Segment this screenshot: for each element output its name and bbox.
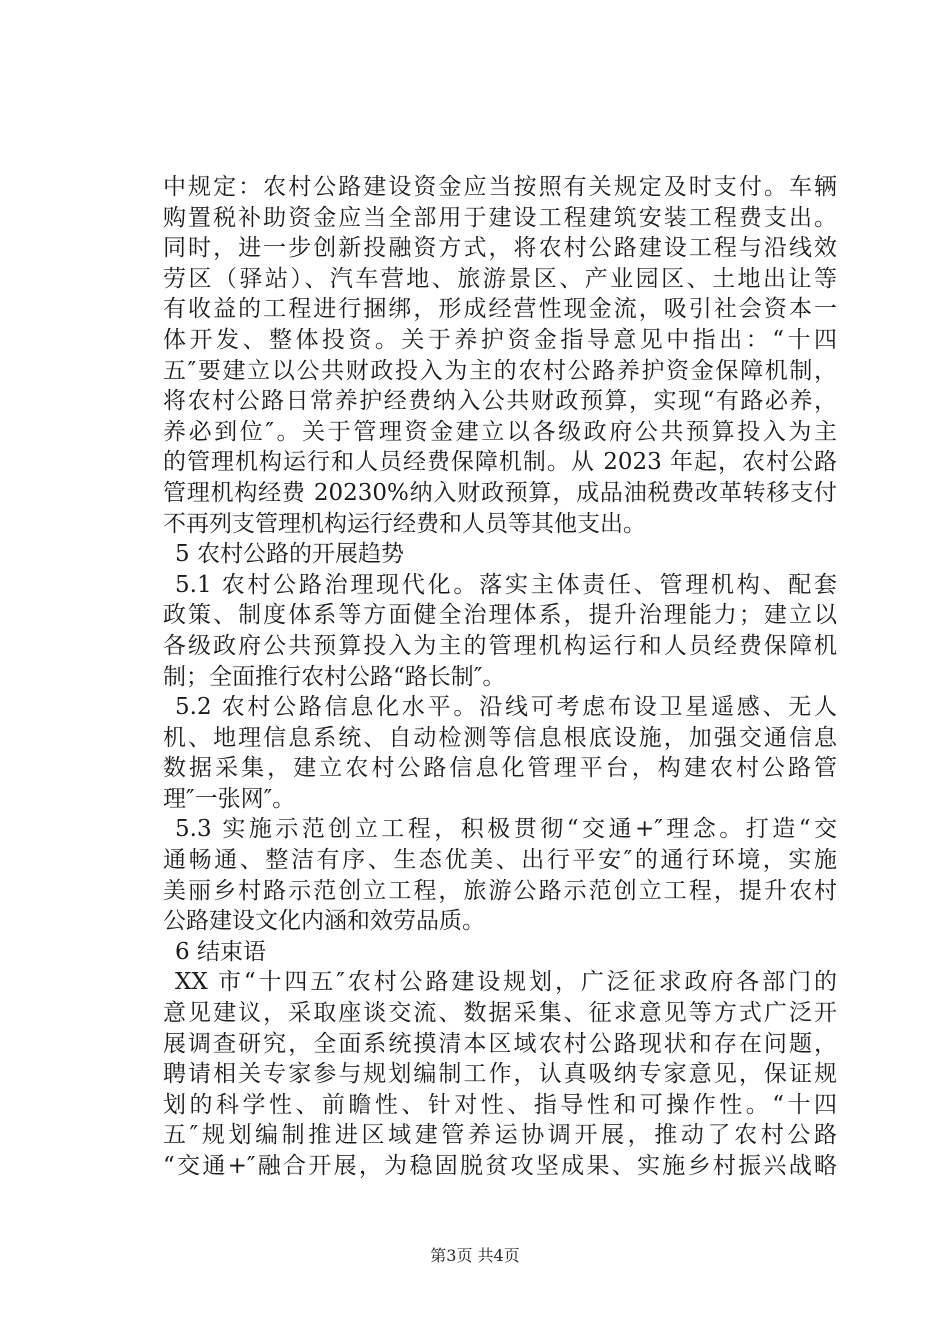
text-line: 公路建设文化内涵和效劳品质。 <box>163 908 485 935</box>
page-footer: 第3页 共4页 <box>430 1246 520 1265</box>
text-line: 五″规划编制推进区域建管养运协调开展，推动了农村公路 <box>163 1122 837 1149</box>
text-line: 同时，进一步创新投融资方式，将农村公路建设工程与沿线效 <box>163 235 837 262</box>
text-line: 各级政府公共预算投入为主的管理机构运行和人员经费保障机 <box>163 632 837 659</box>
text-line: 制；全面推行农村公路“路长制″。 <box>163 663 506 690</box>
text-line: 管理机构经费 20230%纳入财政预算，成品油税费改革转移支付 <box>163 479 837 506</box>
text-line: 五″要建立以公共财政投入为主的农村公路养护资金保障机制， <box>163 357 837 384</box>
text-line: 美丽乡村路示范创立工程，旅游公路示范创立工程，提升农村 <box>163 877 837 904</box>
text-line: 机、地理信息系统、自动检测等信息根底设施，加强交通信息 <box>163 724 837 751</box>
document-body <box>163 172 837 1182</box>
text-line: 劳区（驿站）、汽车营地、旅游景区、产业园区、土地出让等 <box>163 265 837 292</box>
text-line: “交通+″融合开展，为稳固脱贫攻坚成果、实施乡村振兴战略 <box>163 1153 837 1179</box>
text-line: 中规定：农村公路建设资金应当按照有关规定及时支付。车辆 <box>163 174 837 200</box>
text-line: 理″一张网″。 <box>163 785 296 812</box>
text-line: 政策、制度体系等方面健全治理体系，提升治理能力；建立以 <box>163 602 837 629</box>
text-line: 5 农村公路的开展趋势 <box>175 541 404 568</box>
text-line: 的管理机构运行和人员经费保障机制。从 2023 年起，农村公路 <box>163 449 837 476</box>
text-line: 展调查研究，全面系统摸清本区域农村公路现状和存在问题， <box>163 1030 837 1057</box>
text-line: 意见建议，采取座谈交流、数据采集、征求意见等方式广泛开 <box>163 1000 837 1027</box>
text-line: 5.2 农村公路信息化水平。沿线可考虑布设卫星遥感、无人 <box>175 694 837 721</box>
text-line: 通畅通、整洁有序、生态优美、出行平安″的通行环境，实施 <box>163 847 837 874</box>
text-line: 不再列支管理机构运行经费和人员等其他支出。 <box>163 510 646 537</box>
text-line: 6 结束语 <box>175 938 266 965</box>
text-line: 5.3 实施示范创立工程，积极贯彻“交通+″理念。打造“交 <box>175 816 837 843</box>
text-line: XX 市“十四五″农村公路建设规划，广泛征求政府各部门的 <box>175 969 837 996</box>
text-line: 划的科学性、前瞻性、针对性、指导性和可操作性。“十四 <box>163 1091 837 1118</box>
text-line: 数据采集，建立农村公路信息化管理平台，构建农村公路管 <box>163 755 837 782</box>
text-line: 购置税补助资金应当全部用于建设工程建筑安装工程费支出。 <box>163 204 837 231</box>
text-line: 聘请相关专家参与规划编制工作，认真吸纳专家意见，保证规 <box>163 1061 837 1088</box>
text-line: 将农村公路日常养护经费纳入公共财政预算，实现“有路必养， <box>163 388 837 415</box>
text-line: 体开发、整体投资。关于养护资金指导意见中指出：“十四 <box>163 326 837 353</box>
text-line: 有收益的工程进行捆绑，形成经营性现金流，吸引社会资本一 <box>163 296 837 323</box>
text-line: 5.1 农村公路治理现代化。落实主体责任、管理机构、配套 <box>175 571 837 598</box>
text-line: 养必到位″。关于管理资金建立以各级政府公共预算投入为主 <box>163 418 837 445</box>
